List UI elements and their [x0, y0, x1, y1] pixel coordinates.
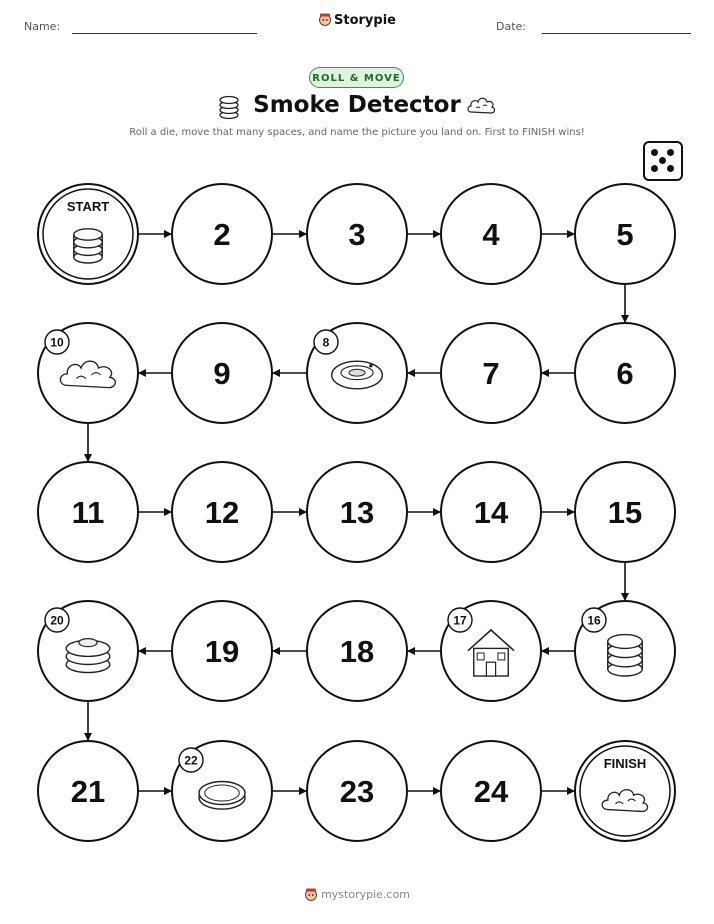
- space-number: 13: [339, 495, 375, 530]
- space-number-badge: 16: [587, 613, 601, 628]
- board-space-18[interactable]: [307, 601, 407, 701]
- board-space-14[interactable]: [441, 462, 541, 562]
- board-space-22[interactable]: [172, 741, 272, 841]
- board-space-9[interactable]: [172, 323, 272, 423]
- space-number: 12: [204, 495, 240, 530]
- space-number-badge: 22: [184, 753, 198, 768]
- game-type-badge: ROLL & MOVE: [309, 67, 404, 88]
- brand-name: Storypie: [334, 13, 396, 28]
- storypie-logo-icon: [304, 887, 318, 901]
- space-number: 23: [339, 774, 375, 809]
- space-number: 24: [473, 774, 509, 809]
- space-number: 6: [616, 356, 634, 391]
- board-space-17[interactable]: [441, 601, 541, 701]
- board-space-12[interactable]: [172, 462, 272, 562]
- space-number: 18: [339, 634, 375, 669]
- board-space-11[interactable]: [38, 462, 138, 562]
- cookie-stack-icon: [74, 229, 103, 263]
- space-number: 21: [70, 774, 106, 809]
- detector-stack-icon: [66, 639, 110, 673]
- footer: [0, 887, 714, 901]
- cookie-stack-icon: [608, 635, 643, 676]
- board-space-21[interactable]: [38, 741, 138, 841]
- space-number: 7: [482, 356, 500, 391]
- page-title: Smoke Detector: [253, 92, 461, 118]
- board-space-3[interactable]: [307, 184, 407, 284]
- board-space-20[interactable]: [38, 601, 138, 701]
- finish-label: FINISH: [603, 756, 647, 771]
- board-space-25[interactable]: [575, 741, 675, 841]
- board-space-19[interactable]: [172, 601, 272, 701]
- board-space-8[interactable]: [307, 323, 407, 423]
- board-space-6[interactable]: [575, 323, 675, 423]
- space-number-badge: 10: [50, 335, 64, 350]
- smoke-detector-icon: [332, 361, 383, 389]
- board-space-23[interactable]: [307, 741, 407, 841]
- space-number: 9: [213, 356, 231, 391]
- board-space-2[interactable]: [172, 184, 272, 284]
- space-number: 5: [616, 217, 634, 252]
- board-space-13[interactable]: [307, 462, 407, 562]
- board-space-5[interactable]: [575, 184, 675, 284]
- board-space-16[interactable]: [575, 601, 675, 701]
- space-number: 2: [213, 217, 231, 252]
- space-number: 19: [204, 634, 240, 669]
- space-number-badge: 17: [453, 613, 467, 628]
- instructions: Roll a die, move that many spaces, and name the picture you land on. First to FINISH wins!: [129, 127, 585, 138]
- board-space-24[interactable]: [441, 741, 541, 841]
- board-space-4[interactable]: [441, 184, 541, 284]
- space-number: 4: [482, 217, 500, 252]
- board-space-7[interactable]: [441, 323, 541, 423]
- start-label: START: [66, 199, 110, 214]
- board-space-10[interactable]: [38, 323, 138, 423]
- name-label: Name:: [24, 20, 61, 33]
- date-label: Date:: [496, 20, 526, 33]
- space-number: 15: [607, 495, 643, 530]
- coin-icon: [199, 782, 245, 810]
- space-number: 11: [71, 495, 105, 530]
- space-number: 14: [473, 495, 509, 530]
- board-space-15[interactable]: [575, 462, 675, 562]
- space-number: 3: [348, 217, 366, 252]
- footer-url[interactable]: mystorypie.com: [321, 888, 410, 901]
- space-number-badge: 8: [322, 335, 330, 350]
- board-space-1[interactable]: [38, 184, 138, 284]
- space-number-badge: 20: [50, 613, 64, 628]
